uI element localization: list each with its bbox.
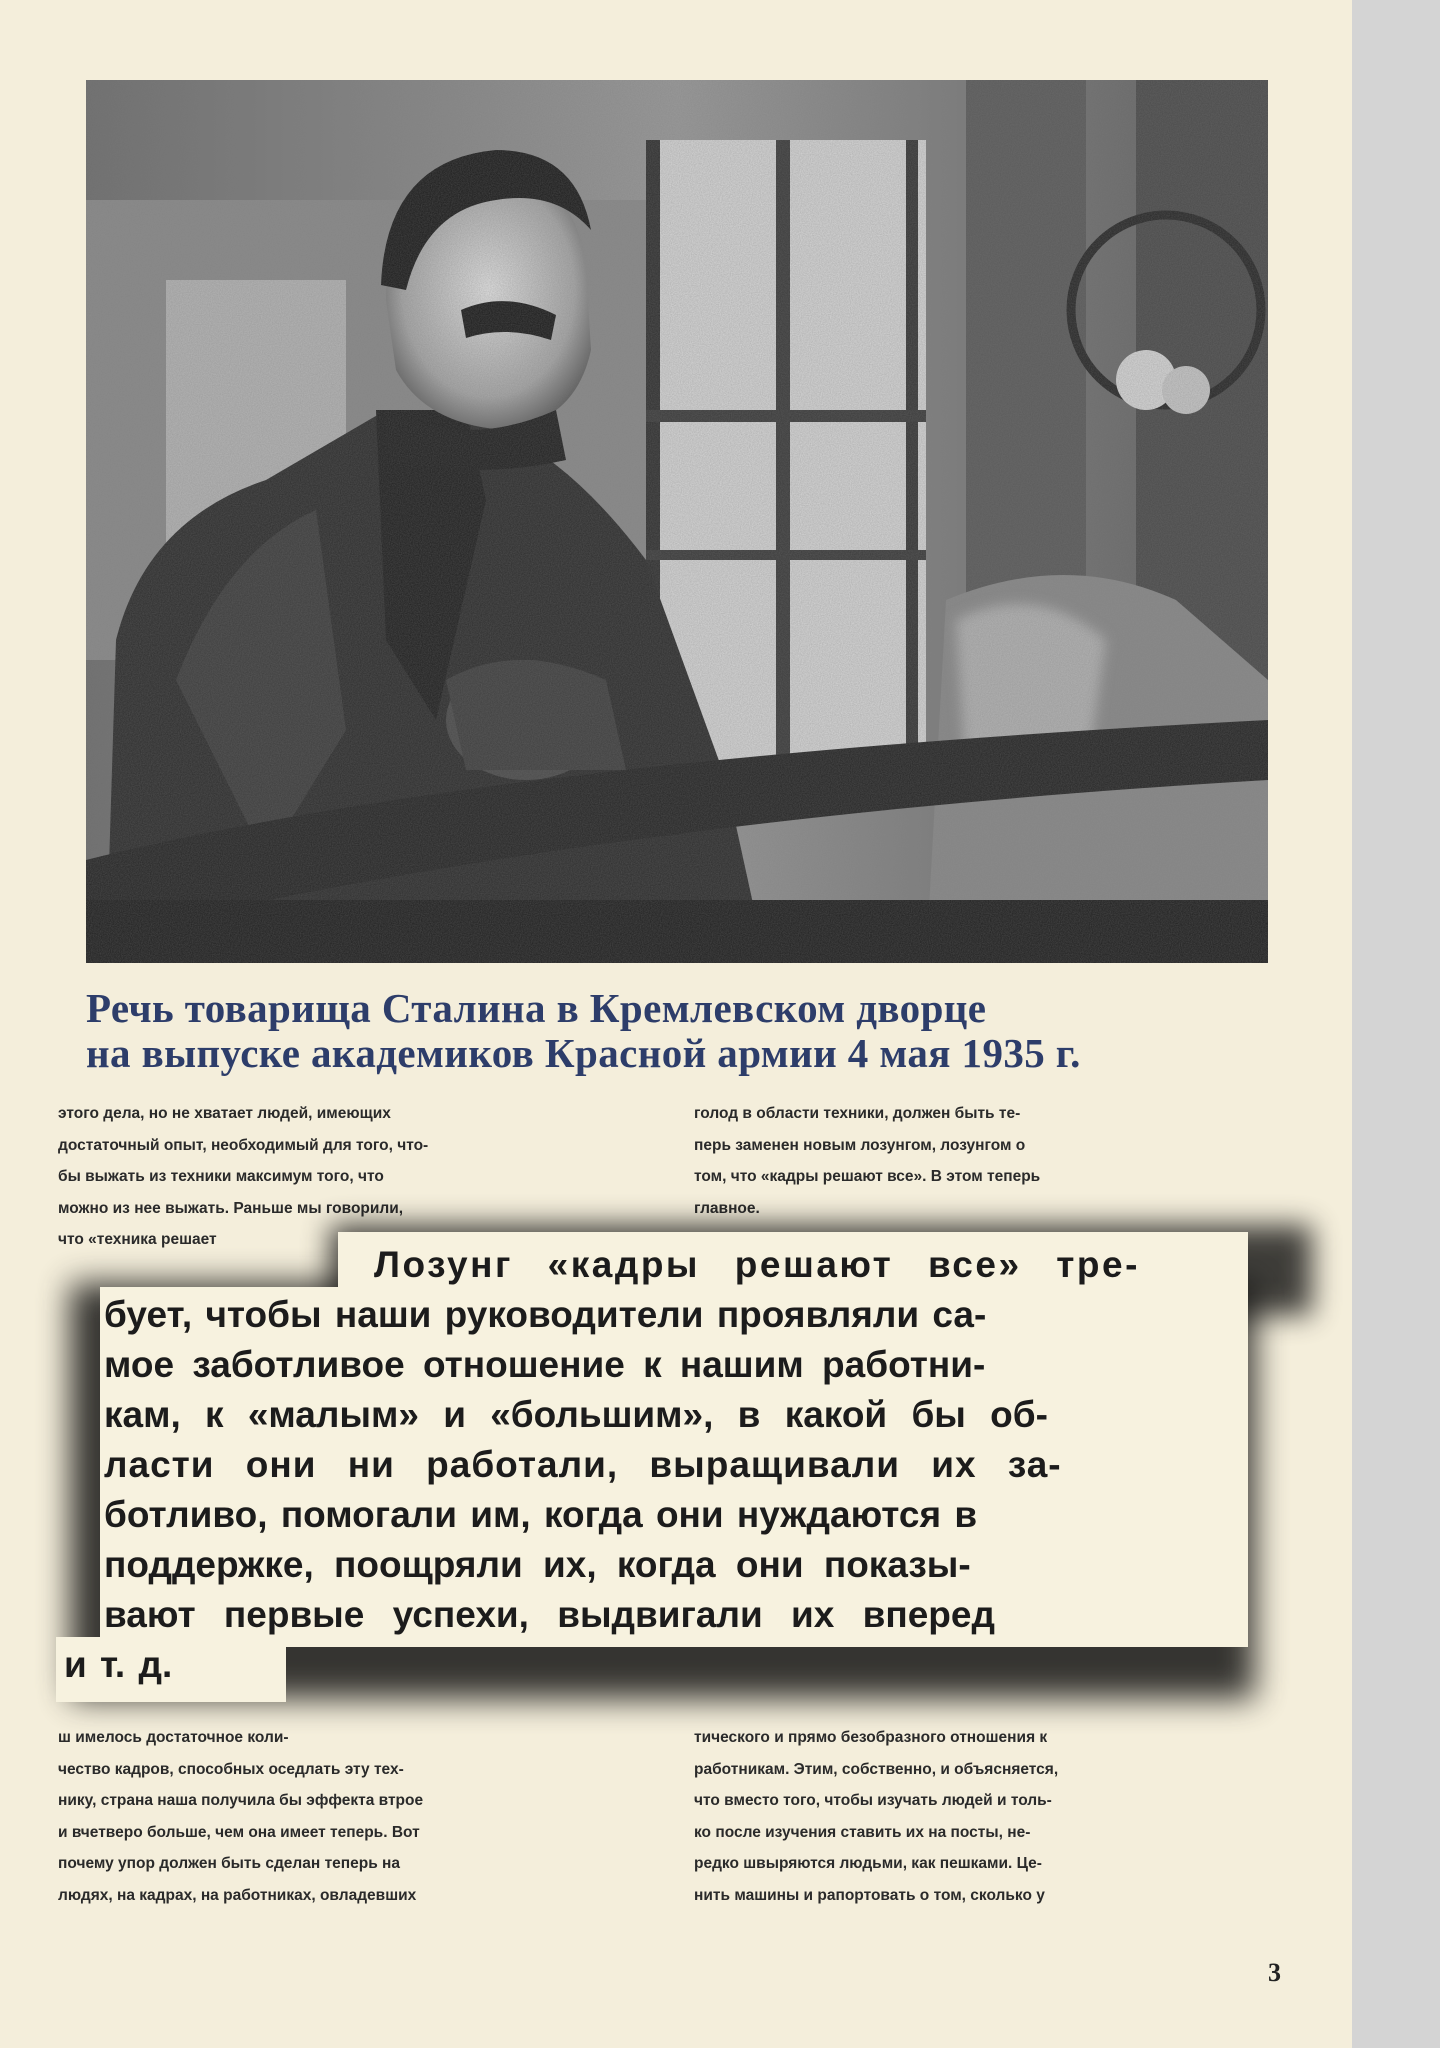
text-line: достаточный опыт, необходимый для того, что- <box>58 1136 429 1154</box>
text-line: тического и прямо безобразного отношения к <box>694 1729 1048 1746</box>
text-line: главное. <box>694 1199 760 1217</box>
column-left-bottom <box>58 1722 656 2042</box>
text-line: что вместо того, чтобы изучать людей и толь- <box>694 1792 1052 1809</box>
text-line: том, что «кадры решают все». В этом теперь <box>694 1168 1041 1185</box>
quote-line: кам, к «малым» и «большим», в какой бы об- <box>104 1394 1048 1435</box>
text-line: редко швыряются людьми, как пешками. Це- <box>694 1855 1042 1872</box>
text-line: этого дела, но не хватает людей, имеющих <box>58 1105 391 1122</box>
text-line: чество кадров, способных оседлать эту тех- <box>58 1760 404 1778</box>
text-line: нить машины и рапортовать о том, сколько у <box>694 1886 1045 1904</box>
caption-line-2: на выпуске академиков Красной армии 4 мая 1935 г. <box>86 1030 1081 1076</box>
quote-line: бует, чтобы наши руководители проявляли са- <box>104 1294 987 1335</box>
caption-line-1: Речь товарища Сталина в Кремлевском дворце <box>86 985 987 1031</box>
quote-line: поддержке, поощряли их, когда они показы- <box>104 1544 971 1585</box>
text-line: ш имелось достаточное коли- <box>58 1729 289 1746</box>
quote-line: мое заботливое отношение к нашим работни- <box>104 1344 986 1385</box>
text-line: и вчетверо больше, чем она имеет теперь. Вот <box>58 1823 420 1841</box>
pull-quote-text <box>64 1240 1204 1690</box>
quote-line: ботливо, помогали им, когда они нуждаются в <box>104 1494 978 1535</box>
text-line: голод в области техники, должен быть те- <box>694 1105 1021 1122</box>
portrait-photo-icon <box>86 80 1268 963</box>
page-number: 3 <box>1268 1958 1281 1987</box>
column-right-bottom <box>694 1722 1306 2042</box>
column-right-top <box>694 1098 1306 1217</box>
quote-line: Лозунг «кадры решают все» тре- <box>374 1244 1140 1285</box>
text-line: бы выжать из техники максимум того, что <box>58 1168 384 1185</box>
text-line: почему упор должен быть сделан теперь на <box>58 1855 401 1872</box>
text-line: ко после изучения ставить их на посты, не- <box>694 1823 1031 1841</box>
text-line: работникам. Этим, собственно, и объясняется, <box>694 1760 1059 1778</box>
quote-line: ласти они ни работали, выращивали их за- <box>104 1444 1062 1485</box>
quote-line: вают первые успехи, выдвигали их вперед <box>104 1594 995 1635</box>
text-line: перь заменен новым лозунгом, лозунгом о <box>694 1136 1026 1154</box>
speaker-at-podium-photo <box>86 80 1268 963</box>
text-line: нику, страна наша получила бы эффекта втрое <box>58 1792 424 1809</box>
text-line: людях, на кадрах, на работниках, овладевших <box>58 1886 417 1904</box>
text-line: что «техника решает <box>58 1231 217 1248</box>
text-line: можно из нее выжать. Раньше мы говорили, <box>58 1199 404 1217</box>
quote-line: и т. д. <box>64 1644 173 1685</box>
